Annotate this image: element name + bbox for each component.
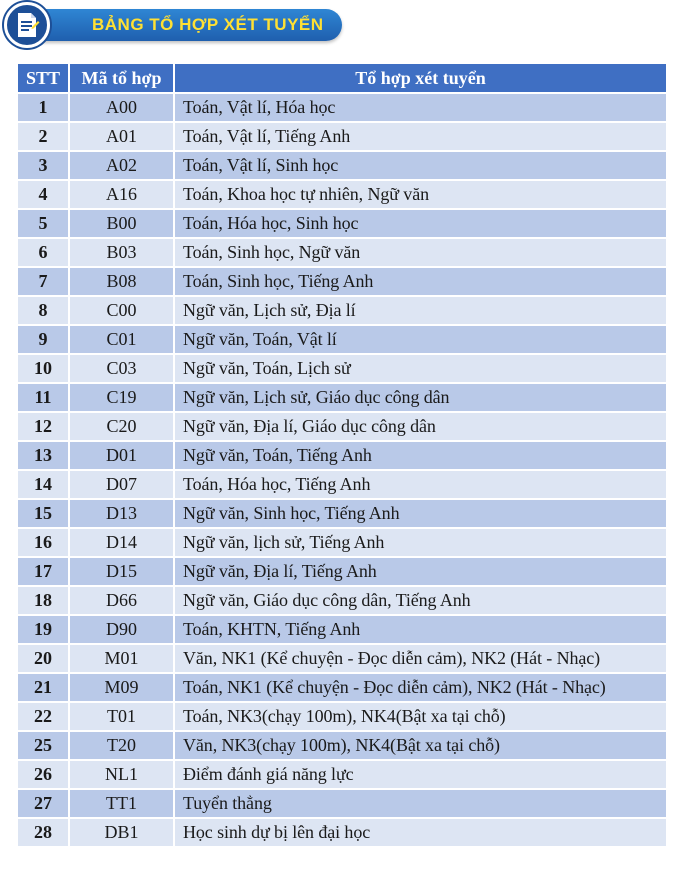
row-number: 21 xyxy=(17,673,69,702)
combination-subjects: Ngữ văn, Sinh học, Tiếng Anh xyxy=(174,499,667,528)
table-row xyxy=(17,209,667,238)
row-number: 15 xyxy=(17,499,69,528)
combination-subjects: Ngữ văn, Lịch sử, Địa lí xyxy=(174,296,667,325)
row-number: 25 xyxy=(17,731,69,760)
combination-code: D90 xyxy=(69,615,174,644)
combination-subjects: Văn, NK1 (Kể chuyện - Đọc diễn cảm), NK2 (Hát - Nhạc) xyxy=(174,644,667,673)
row-number: 19 xyxy=(17,615,69,644)
combination-subjects: Học sinh dự bị lên đại học xyxy=(174,818,667,847)
combination-code: T01 xyxy=(69,702,174,731)
row-number: 2 xyxy=(17,122,69,151)
combination-code: C20 xyxy=(69,412,174,441)
combination-subjects: Toán, Vật lí, Hóa học xyxy=(174,93,667,122)
row-number: 9 xyxy=(17,325,69,354)
combination-code: A00 xyxy=(69,93,174,122)
combination-subjects: Ngữ văn, Toán, Lịch sử xyxy=(174,354,667,383)
header-combination: Tổ hợp xét tuyển xyxy=(174,63,667,93)
table-row xyxy=(17,151,667,180)
combination-code: DB1 xyxy=(69,818,174,847)
combination-subjects: Ngữ văn, Toán, Tiếng Anh xyxy=(174,441,667,470)
row-number: 5 xyxy=(17,209,69,238)
combination-code: D14 xyxy=(69,528,174,557)
combination-subjects: Toán, Hóa học, Tiếng Anh xyxy=(174,470,667,499)
table-row xyxy=(17,499,667,528)
combination-subjects: Tuyển thẳng xyxy=(174,789,667,818)
table-row xyxy=(17,441,667,470)
table-row xyxy=(17,267,667,296)
row-number: 10 xyxy=(17,354,69,383)
combination-subjects: Toán, Sinh học, Ngữ văn xyxy=(174,238,667,267)
combination-code: D13 xyxy=(69,499,174,528)
combination-code: C00 xyxy=(69,296,174,325)
row-number: 18 xyxy=(17,586,69,615)
row-number: 20 xyxy=(17,644,69,673)
combination-subjects: Ngữ văn, lịch sử, Tiếng Anh xyxy=(174,528,667,557)
combination-code: D66 xyxy=(69,586,174,615)
combination-subjects: Văn, NK3(chạy 100m), NK4(Bật xa tại chỗ) xyxy=(174,731,667,760)
combination-code: M09 xyxy=(69,673,174,702)
combination-subjects: Toán, NK1 (Kể chuyện - Đọc diễn cảm), NK2 (Hát - Nhạc) xyxy=(174,673,667,702)
combination-code: T20 xyxy=(69,731,174,760)
combination-subjects: Điểm đánh giá năng lực xyxy=(174,760,667,789)
row-number: 22 xyxy=(17,702,69,731)
row-number: 11 xyxy=(17,383,69,412)
combination-code: C19 xyxy=(69,383,174,412)
table-row xyxy=(17,644,667,673)
document-list-icon xyxy=(4,2,50,48)
table-row xyxy=(17,180,667,209)
table-row xyxy=(17,470,667,499)
row-number: 13 xyxy=(17,441,69,470)
combination-code: A01 xyxy=(69,122,174,151)
combination-code: A02 xyxy=(69,151,174,180)
row-number: 28 xyxy=(17,818,69,847)
combination-code: C01 xyxy=(69,325,174,354)
combination-subjects: Ngữ văn, Địa lí, Tiếng Anh xyxy=(174,557,667,586)
row-number: 4 xyxy=(17,180,69,209)
table-row xyxy=(17,789,667,818)
combination-subjects: Toán, Khoa học tự nhiên, Ngữ văn xyxy=(174,180,667,209)
table-body xyxy=(17,93,667,847)
row-number: 3 xyxy=(17,151,69,180)
combination-code: D15 xyxy=(69,557,174,586)
table-row xyxy=(17,760,667,789)
combination-code: M01 xyxy=(69,644,174,673)
row-number: 1 xyxy=(17,93,69,122)
table-row xyxy=(17,122,667,151)
row-number: 8 xyxy=(17,296,69,325)
table-row xyxy=(17,383,667,412)
combination-subjects: Ngữ văn, Địa lí, Giáo dục công dân xyxy=(174,412,667,441)
combination-code: B03 xyxy=(69,238,174,267)
row-number: 7 xyxy=(17,267,69,296)
combination-subjects: Toán, Vật lí, Sinh học xyxy=(174,151,667,180)
combination-code: B08 xyxy=(69,267,174,296)
table-row xyxy=(17,354,667,383)
combination-code: A16 xyxy=(69,180,174,209)
table-row xyxy=(17,673,667,702)
row-number: 27 xyxy=(17,789,69,818)
table-row xyxy=(17,615,667,644)
combination-subjects: Toán, KHTN, Tiếng Anh xyxy=(174,615,667,644)
row-number: 12 xyxy=(17,412,69,441)
row-number: 6 xyxy=(17,238,69,267)
combination-subjects: Toán, Sinh học, Tiếng Anh xyxy=(174,267,667,296)
banner-title: BẢNG TỔ HỢP XÉT TUYỂN xyxy=(92,15,324,34)
row-number: 17 xyxy=(17,557,69,586)
table-row xyxy=(17,412,667,441)
header-code: Mã tổ hợp xyxy=(69,63,174,93)
table-row xyxy=(17,818,667,847)
table-row xyxy=(17,586,667,615)
combination-subjects: Toán, Hóa học, Sinh học xyxy=(174,209,667,238)
table-row xyxy=(17,528,667,557)
combination-code: D07 xyxy=(69,470,174,499)
table-row xyxy=(17,557,667,586)
combination-subjects: Ngữ văn, Giáo dục công dân, Tiếng Anh xyxy=(174,586,667,615)
combination-code: C03 xyxy=(69,354,174,383)
combination-subjects: Ngữ văn, Toán, Vật lí xyxy=(174,325,667,354)
table-row xyxy=(17,325,667,354)
row-number: 26 xyxy=(17,760,69,789)
table-row xyxy=(17,93,667,122)
combination-subjects: Toán, NK3(chạy 100m), NK4(Bật xa tại chỗ) xyxy=(174,702,667,731)
row-number: 16 xyxy=(17,528,69,557)
table-row xyxy=(17,731,667,760)
table-row xyxy=(17,238,667,267)
admission-combination-table xyxy=(16,62,668,848)
combination-code: TT1 xyxy=(69,789,174,818)
combination-subjects: Toán, Vật lí, Tiếng Anh xyxy=(174,122,667,151)
combination-subjects: Ngữ văn, Lịch sử, Giáo dục công dân xyxy=(174,383,667,412)
combination-code: B00 xyxy=(69,209,174,238)
table-row xyxy=(17,296,667,325)
table-row xyxy=(17,702,667,731)
combination-code: NL1 xyxy=(69,760,174,789)
row-number: 14 xyxy=(17,470,69,499)
header-stt: STT xyxy=(17,63,69,93)
table-header-row xyxy=(17,63,667,93)
page-banner xyxy=(0,0,674,54)
combination-code: D01 xyxy=(69,441,174,470)
